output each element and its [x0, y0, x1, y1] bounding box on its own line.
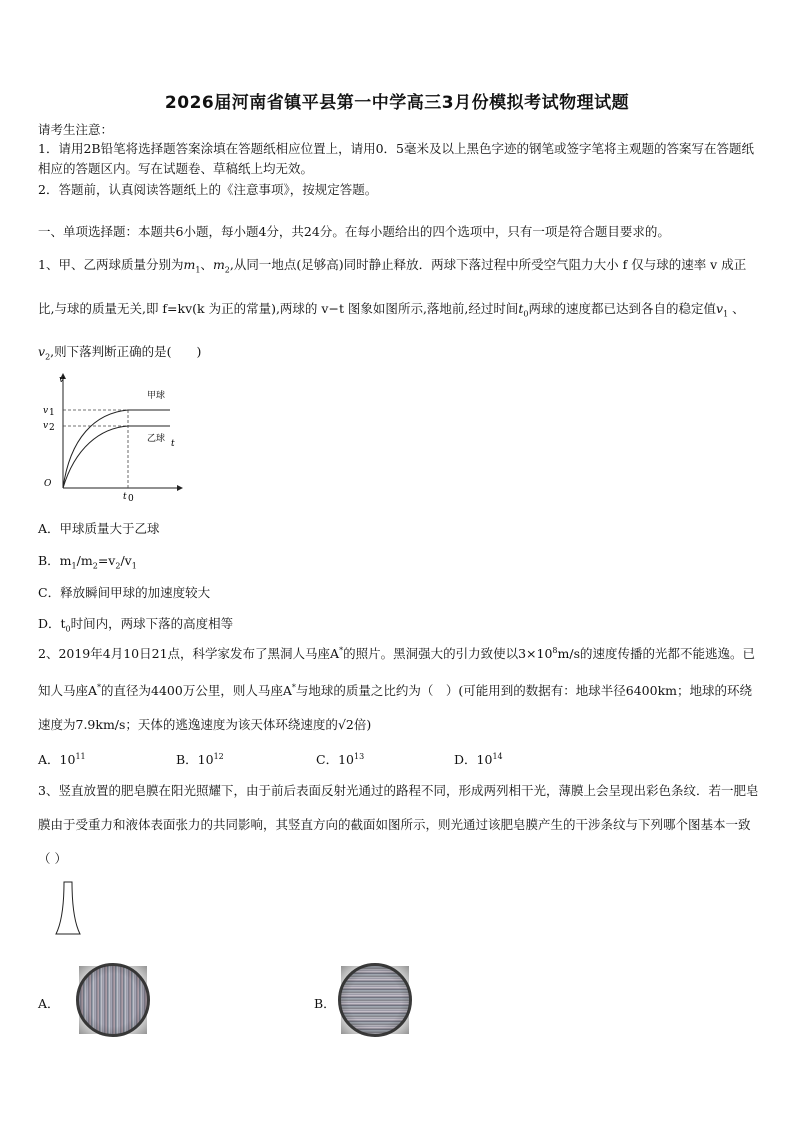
- q2-stem-f: 倍): [353, 717, 372, 733]
- question-2-stem: [38, 634, 760, 742]
- q1-t0-sub: 0: [523, 309, 529, 318]
- q1-stem-b: ,从同一地点(足够高)同时静止释放．两球下落过程中所受空气阻力大小 f 仅与球的速率 v 成正比,与球的质量无关,即 f=kv(k 为正的常量),两球的 v−t 图象如图所示,落地前,经过时间: [38, 257, 747, 316]
- q1-m2: m: [212, 257, 225, 272]
- q2-stem-b: 的照片。黑洞强大的引力致使以3×10: [343, 646, 553, 662]
- q2-option-d: [454, 750, 503, 768]
- q3-option-a-image: [76, 963, 150, 1037]
- q2-star-1: *: [339, 646, 344, 655]
- question-3-stem: 3、竖直放置的肥皂膜在阳光照耀下，由于前后表面反射光通过的路程不同，形成两列相干光，薄膜上会呈现出彩色条纹．若一肥皂膜由于受重力和液体表面张力的共同影响，其竖直方向的截面如图所示，则光通过该肥皂膜产生的干涉条纹与下列哪个图基本一致（ ）: [38, 783, 759, 866]
- q2-option-c-label: C．10: [316, 752, 354, 767]
- q1-b-mid: /m: [76, 553, 93, 568]
- graph-v1-sub: 1: [49, 408, 55, 418]
- q1-b-sub1: 1: [71, 561, 77, 571]
- notice-item-1: 1．请用2B铅笔将选择题答案涂填在答题纸相应位置上，请用0．5毫米及以上黑色字迹的钢笔或签字笔将主观题的答案写在答题纸相应的答题区内。写在试题卷、草稿纸上均无效。: [38, 141, 754, 176]
- notice-item-2: 2．答题前，认真阅读答题纸上的《注意事项》，按规定答题。: [38, 182, 378, 197]
- q1-d-prefix: D．t: [38, 616, 66, 631]
- q1-m2-sub: 2: [224, 265, 230, 275]
- q1-m1-sub: 1: [195, 265, 201, 275]
- q1-sep1: 、: [200, 257, 213, 272]
- q2-options: [38, 750, 758, 768]
- graph-v1-label: v: [43, 406, 49, 416]
- graph-v2-label: v: [43, 421, 49, 431]
- graph-axis-t: t: [171, 439, 175, 449]
- q2-option-b-exp: 12: [213, 751, 224, 761]
- page-title: 2026届河南省镇平县第一中学高三3月份模拟考试物理试题: [164, 93, 630, 113]
- graph-t0-sub: 0: [128, 494, 134, 504]
- question-1-stem: [38, 246, 760, 377]
- q3-option-b-image: [338, 963, 412, 1037]
- graph-origin: O: [44, 479, 52, 489]
- q2-star-2: *: [97, 683, 102, 693]
- q1-t0: t: [518, 300, 524, 316]
- q3-option-a-label: A．: [38, 996, 60, 1011]
- q1-v1: v: [716, 300, 724, 316]
- q2-option-d-exp: 14: [492, 751, 503, 761]
- q2-stem-c: m/s的速度传播的光都不能逃逸。已知人马座A: [38, 646, 755, 699]
- q2-option-a-label: A．10: [38, 752, 76, 767]
- q2-option-a-exp: 11: [75, 751, 86, 761]
- q1-stem-a: 1、甲、乙两球质量分别为: [38, 257, 184, 272]
- q1-d-sub: 0: [65, 624, 71, 634]
- q1-v2-sub: 2: [45, 352, 51, 362]
- q1-b-sub3: 2: [115, 561, 121, 571]
- q1-b-sub4: 1: [131, 561, 137, 571]
- q2-exp: 8: [552, 646, 558, 655]
- q1-stem-d: ,则下落判断正确的是( ): [50, 344, 202, 359]
- graph-curve-jia-label: 甲球: [147, 391, 166, 401]
- q1-b-mid2: /v: [120, 553, 132, 568]
- q1-option-d: [38, 614, 233, 634]
- q1-b-prefix: B．m: [38, 553, 72, 568]
- graph-axis-v: v: [59, 375, 65, 385]
- q1-stem-c: 两球的速度都已达到各自的稳定值: [528, 300, 717, 316]
- q1-v1-sub: 1: [723, 309, 729, 318]
- graph-curve-yi-label: 乙球: [147, 434, 166, 444]
- curve-jia: [63, 410, 170, 488]
- q2-option-b: [176, 750, 316, 768]
- q2-option-a: [38, 750, 176, 768]
- vt-graph: [40, 368, 190, 504]
- section-header: 一、单项选择题：本题共6小题，每小题4分，共24分。在每小题给出的四个选项中，只有一项是符合题目要求的。: [38, 224, 670, 239]
- graph-v2-sub: 2: [49, 423, 55, 433]
- q1-v2: v: [38, 344, 46, 359]
- q1-b-eq: =v: [97, 553, 116, 568]
- q1-option-c: C．释放瞬间甲球的加速度较大: [38, 585, 211, 600]
- q2-option-d-label: D．10: [454, 752, 493, 767]
- q1-b-sub2: 2: [92, 561, 98, 571]
- q1-option-b: [38, 551, 137, 571]
- q2-option-c-exp: 13: [353, 751, 365, 761]
- q1-sep2: 、: [728, 300, 745, 316]
- notice-heading: 请考生注意：: [38, 122, 114, 137]
- film-shape: [56, 882, 80, 934]
- q2-stem-a: 2、2019年4月10日21点，科学家发布了黑洞人马座A: [38, 646, 340, 662]
- graph-t0-label: t: [123, 492, 127, 502]
- soap-film-cross-section: [52, 880, 84, 938]
- q1-option-a: A．甲球质量大于乙球: [38, 521, 160, 536]
- q2-stem-d: 的直径为4400万公里，则人马座A: [101, 683, 292, 699]
- q3-option-b-label: B．: [314, 996, 336, 1011]
- q2-stem-e: 与地球的质量之比约为（ ）(可能用到的数据有：地球半径6400km；地球的环绕速度为7.9km/s；天体的逃逸速度为该天体环绕速度的: [38, 683, 752, 733]
- q2-sqrt: √2: [337, 717, 354, 733]
- q1-m1: m: [183, 257, 196, 272]
- q2-option-c: [316, 750, 454, 768]
- q1-d-rest: 时间内，两球下落的高度相等: [70, 616, 234, 631]
- q2-option-b-label: B．10: [176, 752, 214, 767]
- q2-star-3: *: [291, 683, 296, 693]
